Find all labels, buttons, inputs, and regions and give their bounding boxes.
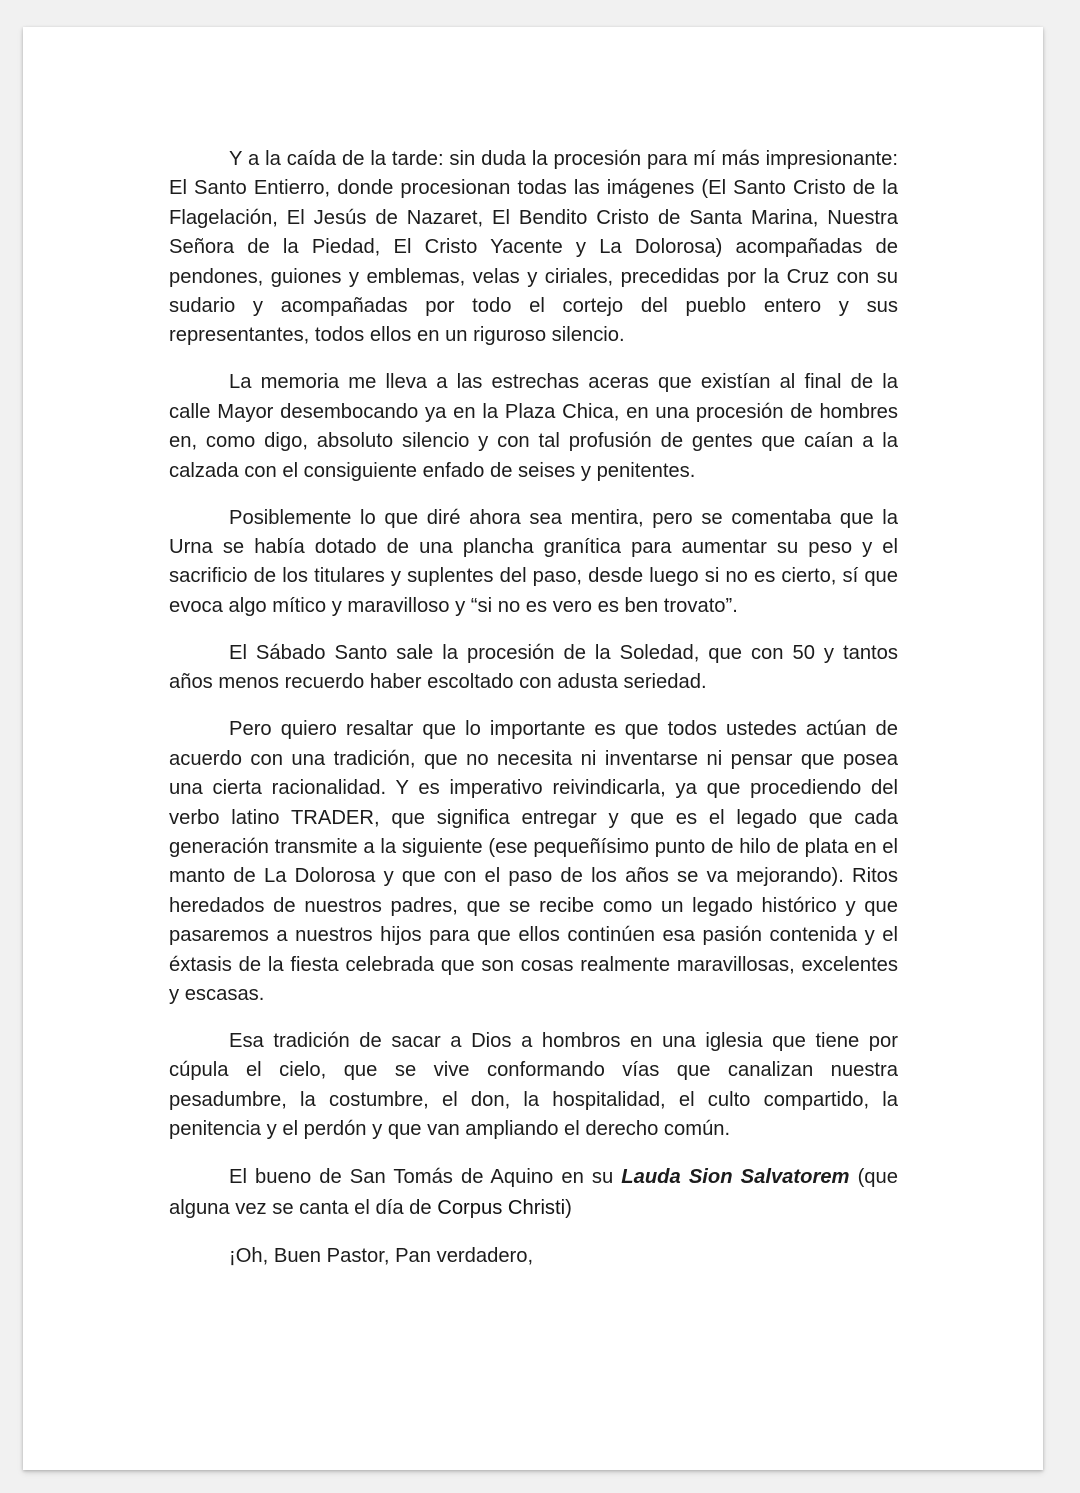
paragraph-tradicion: Pero quiero resaltar que lo importante es que todos ustedes actúan de acuerdo con una tradición, que no necesita ni inventarse ni pensar que posea una cierta racionalidad. Y es imperativo reivindicarla, ya que procediendo del verbo latino TRADER, que significa entregar y que es el legado que cada generación transmite a la siguiente (ese pequeñísimo punto de hilo de plata en el manto de La Dolorosa y que con el paso de los años se va mejorando). Ritos heredados de nuestros padres, que se recibe como un legado histórico y que pasaremos a nuestros hijos para que ellos continúen esa pasión contenida y el éxtasis de la fiesta celebrada que son cosas realmente maravillosas, excelentes y escasas.: [169, 718, 898, 1005]
paragraph-memoria: La memoria me lleva a las estrechas aceras que existían al final de la calle Mayor desembocando ya en la Plaza Chica, en una procesión de hombres en, como digo, absoluto silencio y con tal profusión de gentes que caían a la calzada con el consiguiente enfado de seises y penitentes.: [169, 371, 898, 482]
verse-line: ¡Oh, Buen Pastor, Pan verdadero,: [229, 1244, 534, 1267]
aquinas-middle-text: (que alguna vez se canta el día de: [169, 1166, 898, 1220]
paragraph-urna: Posiblemente lo que diré ahora sea mentira, pero se comentaba que la Urna se había dotado de una plancha granítica para aumentar su peso y el sacrificio de los titulares y suplentes del paso, desde luego si no es cierto, sí que evoca algo mítico y maravilloso y “si no es vero es ben trovato”.: [169, 506, 898, 617]
feast-name: Corpus Christi: [437, 1197, 566, 1220]
paragraph-aquinas: [169, 1162, 898, 1224]
document-page: [23, 27, 1043, 1470]
aquinas-lead-text: El bueno de San Tomás de Aquino en su: [229, 1166, 622, 1189]
aquinas-close-text: ): [565, 1197, 572, 1220]
document-body: [169, 145, 898, 1271]
paragraph-santo-entierro: Y a la caída de la tarde: sin duda la procesión para mí más impresionante: El Santo Entierro, donde procesionan todas las imágenes (El Santo Cristo de la Flagelación, El Jesús de Nazaret, El Bendito Cristo de Santa Marina, Nuestra Señora de la Piedad, El Cristo Yacente y La Dolorosa) acompañadas de pendones, guiones y emblemas, velas y ciriales, precedidas por la Cruz con su sudario y acompañadas por todo el cortejo del pueblo entero y sus representantes, todos ellos en un riguroso silencio.: [169, 148, 898, 347]
hymn-title: Lauda Sion Salvatorem: [621, 1166, 850, 1189]
paragraph-sabado-santo: El Sábado Santo sale la procesión de la Soledad, que con 50 y tantos años menos recuerdo haber escoltado con adusta seriedad.: [169, 641, 898, 694]
paragraph-sacar-a-dios: Esa tradición de sacar a Dios a hombros en una iglesia que tiene por cúpula el cielo, que se vive conformando vías que canalizan nuestra pesadumbre, la costumbre, el don, la hospitalidad, el culto compartido, la penitencia y el perdón y que van ampliando el derecho común.: [169, 1029, 898, 1141]
